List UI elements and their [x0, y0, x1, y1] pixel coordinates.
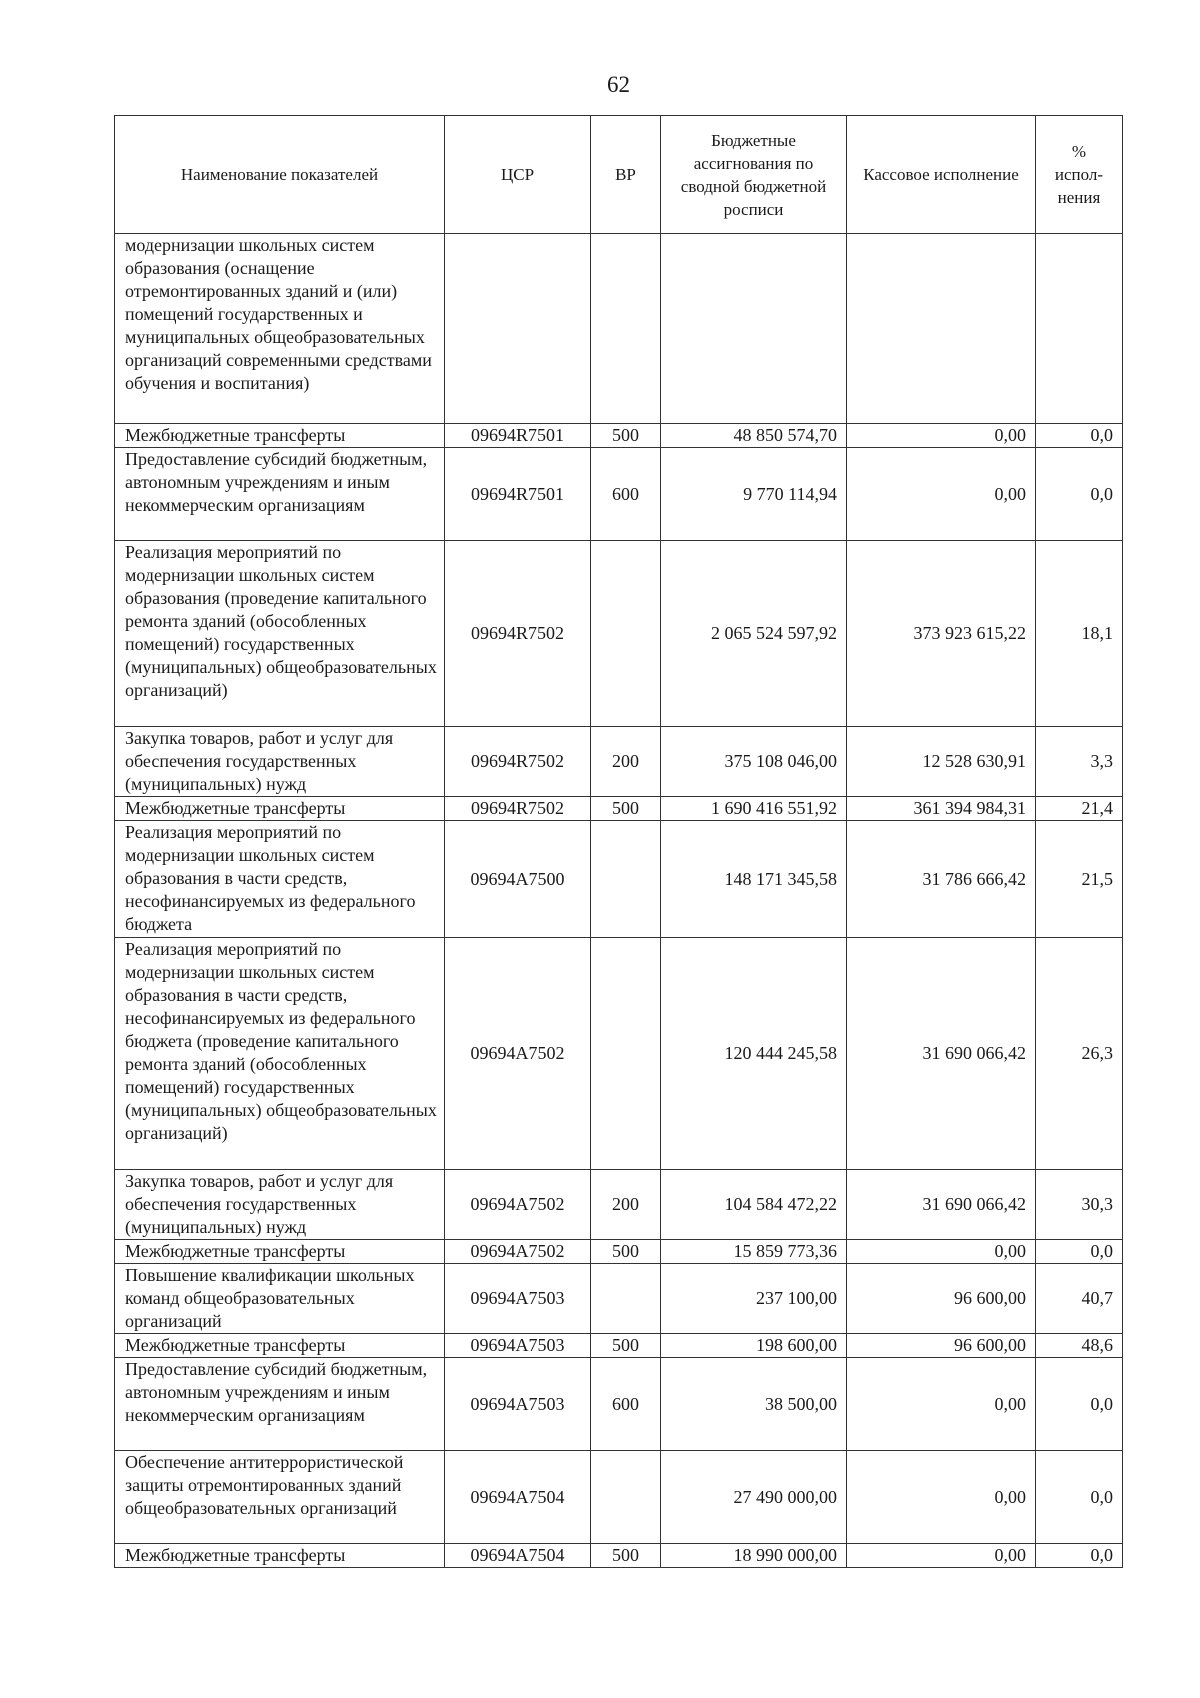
- row-vr-cell: [591, 821, 661, 938]
- row-budget-cell: [661, 234, 847, 424]
- page-number: 62: [607, 72, 630, 97]
- row-budget-cell: 18 990 000,00: [661, 1544, 847, 1568]
- row-name-cell: Межбюджетные трансферты: [115, 797, 445, 821]
- table-row: [115, 1544, 1123, 1568]
- row-pct-cell: 30,3: [1036, 1170, 1123, 1240]
- row-budget-cell: 104 584 472,22: [661, 1170, 847, 1240]
- row-pct-cell: 3,3: [1036, 727, 1123, 797]
- row-csr-cell: 09694A7503: [445, 1334, 591, 1358]
- row-cash-cell: [847, 234, 1036, 424]
- row-name-cell: Закупка товаров, работ и услуг для обеспечения государственных (муниципальных) нужд: [115, 1170, 445, 1240]
- row-cash-cell: 0,00: [847, 1240, 1036, 1264]
- row-budget-cell: 120 444 245,58: [661, 938, 847, 1170]
- table-row: [115, 727, 1123, 797]
- row-cash-cell: 0,00: [847, 448, 1036, 541]
- row-vr-cell: 200: [591, 1170, 661, 1240]
- row-cash-cell: 12 528 630,91: [847, 727, 1036, 797]
- row-csr-cell: 09694R7501: [445, 424, 591, 448]
- table-row: [115, 821, 1123, 938]
- row-budget-cell: 27 490 000,00: [661, 1451, 847, 1544]
- row-csr-cell: 09694A7502: [445, 1170, 591, 1240]
- row-budget-cell: 1 690 416 551,92: [661, 797, 847, 821]
- row-pct-cell: 40,7: [1036, 1264, 1123, 1334]
- row-vr-cell: 500: [591, 1544, 661, 1568]
- row-name-cell: Повышение квалификации школьных команд общеобразовательных организаций: [115, 1264, 445, 1334]
- row-csr-cell: 09694R7502: [445, 797, 591, 821]
- row-budget-cell: 375 108 046,00: [661, 727, 847, 797]
- header-pct: % испол-нения: [1036, 116, 1123, 234]
- row-pct-cell: 0,0: [1036, 1358, 1123, 1451]
- row-name-cell: Межбюджетные трансферты: [115, 1240, 445, 1264]
- row-csr-cell: 09694A7504: [445, 1451, 591, 1544]
- row-name-cell: Реализация мероприятий по модернизации школьных систем образования (проведение капитального ремонта зданий (обособленных помещений) государственных (муниципальных) общеобразовательных организаций): [115, 541, 445, 727]
- row-name-cell: Предоставление субсидий бюджетным, автономным учреждениям и иным некоммерческим организациям: [115, 1358, 445, 1451]
- row-cash-cell: 373 923 615,22: [847, 541, 1036, 727]
- row-csr-cell: 09694A7503: [445, 1264, 591, 1334]
- row-csr-cell: 09694R7502: [445, 541, 591, 727]
- row-budget-cell: 38 500,00: [661, 1358, 847, 1451]
- table-row: [115, 1170, 1123, 1240]
- row-cash-cell: 0,00: [847, 424, 1036, 448]
- row-name-cell: модернизации школьных систем образования (оснащение отремонтированных зданий и (или) помещений государственных и муниципальных общеобразовательных организаций современными средствами обучения и воспитания): [115, 234, 445, 424]
- row-cash-cell: 0,00: [847, 1451, 1036, 1544]
- row-vr-cell: [591, 1451, 661, 1544]
- table-row: [115, 1451, 1123, 1544]
- table-row: [115, 797, 1123, 821]
- row-name-cell: Закупка товаров, работ и услуг для обеспечения государственных (муниципальных) нужд: [115, 727, 445, 797]
- table-row: [115, 424, 1123, 448]
- row-csr-cell: 09694A7502: [445, 1240, 591, 1264]
- row-vr-cell: 500: [591, 797, 661, 821]
- row-budget-cell: 15 859 773,36: [661, 1240, 847, 1264]
- row-vr-cell: [591, 1264, 661, 1334]
- row-pct-cell: [1036, 234, 1123, 424]
- row-vr-cell: 200: [591, 727, 661, 797]
- header-csr: ЦСР: [445, 116, 591, 234]
- table-row: [115, 1334, 1123, 1358]
- header-cash: Кассовое исполнение: [847, 116, 1036, 234]
- row-budget-cell: 2 065 524 597,92: [661, 541, 847, 727]
- row-csr-cell: 09694R7502: [445, 727, 591, 797]
- row-cash-cell: 0,00: [847, 1544, 1036, 1568]
- row-cash-cell: 96 600,00: [847, 1264, 1036, 1334]
- row-vr-cell: [591, 541, 661, 727]
- table-row: [115, 234, 1123, 424]
- row-pct-cell: 0,0: [1036, 1451, 1123, 1544]
- table-row: [115, 1358, 1123, 1451]
- row-name-cell: Реализация мероприятий по модернизации школьных систем образования в части средств, несофинансируемых из федерального бюджета (проведение капитального ремонта зданий (обособленных помещений) государственных (муниципальных) общеобразовательных организаций): [115, 938, 445, 1170]
- row-cash-cell: 31 690 066,42: [847, 938, 1036, 1170]
- row-cash-cell: 361 394 984,31: [847, 797, 1036, 821]
- row-vr-cell: [591, 938, 661, 1170]
- row-pct-cell: 0,0: [1036, 424, 1123, 448]
- row-csr-cell: [445, 234, 591, 424]
- row-name-cell: Реализация мероприятий по модернизации школьных систем образования в части средств, несофинансируемых из федерального бюджета: [115, 821, 445, 938]
- row-csr-cell: 09694A7503: [445, 1358, 591, 1451]
- row-vr-cell: 600: [591, 1358, 661, 1451]
- row-pct-cell: 21,5: [1036, 821, 1123, 938]
- table-row: [115, 448, 1123, 541]
- row-budget-cell: 48 850 574,70: [661, 424, 847, 448]
- row-cash-cell: 31 690 066,42: [847, 1170, 1036, 1240]
- budget-table: [114, 115, 1123, 1568]
- row-vr-cell: 500: [591, 424, 661, 448]
- table-row: [115, 1264, 1123, 1334]
- row-cash-cell: 31 786 666,42: [847, 821, 1036, 938]
- row-budget-cell: 9 770 114,94: [661, 448, 847, 541]
- row-name-cell: Межбюджетные трансферты: [115, 424, 445, 448]
- row-csr-cell: 09694A7504: [445, 1544, 591, 1568]
- row-pct-cell: 48,6: [1036, 1334, 1123, 1358]
- row-name-cell: Предоставление субсидий бюджетным, автономным учреждениям и иным некоммерческим организациям: [115, 448, 445, 541]
- row-budget-cell: 148 171 345,58: [661, 821, 847, 938]
- row-name-cell: Межбюджетные трансферты: [115, 1334, 445, 1358]
- row-csr-cell: 09694A7500: [445, 821, 591, 938]
- row-name-cell: Обеспечение антитеррористической защиты отремонтированных зданий общеобразовательных организаций: [115, 1451, 445, 1544]
- row-pct-cell: 18,1: [1036, 541, 1123, 727]
- table-row: [115, 541, 1123, 727]
- row-vr-cell: 500: [591, 1240, 661, 1264]
- row-pct-cell: 0,0: [1036, 1544, 1123, 1568]
- row-pct-cell: 0,0: [1036, 448, 1123, 541]
- table-row: [115, 938, 1123, 1170]
- row-pct-cell: 21,4: [1036, 797, 1123, 821]
- table-body: [115, 234, 1123, 1568]
- row-csr-cell: 09694A7502: [445, 938, 591, 1170]
- row-pct-cell: 26,3: [1036, 938, 1123, 1170]
- row-vr-cell: 500: [591, 1334, 661, 1358]
- row-csr-cell: 09694R7501: [445, 448, 591, 541]
- row-vr-cell: [591, 234, 661, 424]
- row-name-cell: Межбюджетные трансферты: [115, 1544, 445, 1568]
- table-header-row: [115, 116, 1123, 234]
- row-cash-cell: 96 600,00: [847, 1334, 1036, 1358]
- row-budget-cell: 237 100,00: [661, 1264, 847, 1334]
- table-row: [115, 1240, 1123, 1264]
- header-budget: Бюджетные ассигнования по сводной бюджетной росписи: [661, 116, 847, 234]
- row-cash-cell: 0,00: [847, 1358, 1036, 1451]
- row-budget-cell: 198 600,00: [661, 1334, 847, 1358]
- header-vr: ВР: [591, 116, 661, 234]
- row-pct-cell: 0,0: [1036, 1240, 1123, 1264]
- row-vr-cell: 600: [591, 448, 661, 541]
- header-name: Наименование показателей: [115, 116, 445, 234]
